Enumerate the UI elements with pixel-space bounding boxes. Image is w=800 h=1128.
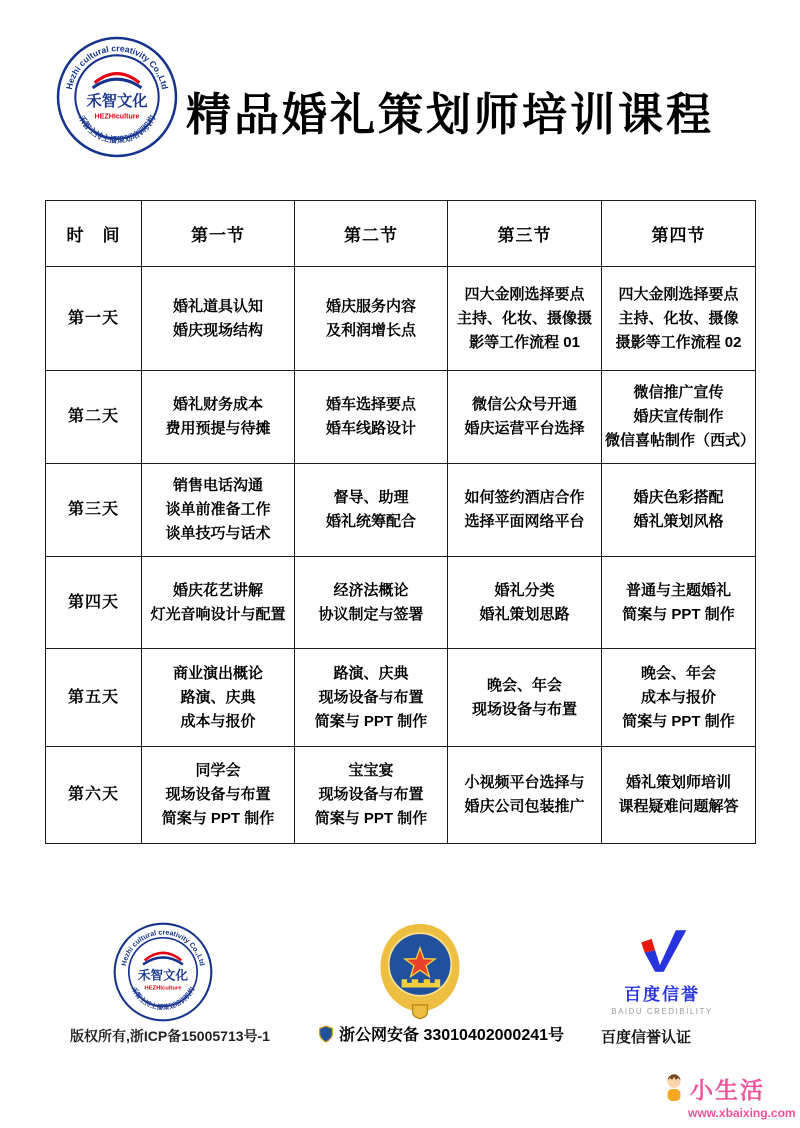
company-logo (56, 36, 178, 158)
col-header-section-4: 第四节 (602, 201, 756, 267)
table-cell: 婚车选择要点 婚车线路设计 (295, 371, 448, 464)
watermark (662, 1072, 797, 1120)
shield-icon (318, 1025, 334, 1043)
day-label: 第一天 (46, 267, 142, 371)
day-label: 第六天 (46, 747, 142, 844)
table-cell: 经济法概论 协议制定与签署 (295, 557, 448, 649)
course-table (45, 200, 756, 844)
baidu-logo-subtitle: BAIDU CREDIBILITY (611, 1007, 713, 1016)
icp-text: 版权所有,浙ICP备15005713号-1 (70, 1028, 270, 1044)
day-label: 第二天 (46, 371, 142, 464)
baidu-cert-text: 百度信誉认证 (601, 1029, 692, 1046)
table-cell: 婚礼财务成本 费用预提与待摊 (142, 371, 295, 464)
col-header-section-2: 第二节 (295, 201, 448, 267)
baidu-logo-title: 百度信誉 (624, 985, 700, 1004)
table-row (46, 464, 756, 557)
col-header-section-1: 第一节 (142, 201, 295, 267)
table-row (46, 557, 756, 649)
table-cell: 督导、助理 婚礼统筹配合 (295, 464, 448, 557)
table-row (46, 649, 756, 747)
table-cell: 晚会、年会 现场设备与布置 (448, 649, 602, 747)
table-cell: 婚礼分类 婚礼策划思路 (448, 557, 602, 649)
table-cell: 婚礼道具认知 婚庆现场结构 (142, 267, 295, 371)
table-cell: 晚会、年会 成本与报价 简案与 PPT 制作 (602, 649, 756, 747)
col-header-time: 时 间 (46, 201, 142, 267)
day-label: 第三天 (46, 464, 142, 557)
table-cell: 四大金刚选择要点 主持、化妆、摄像摄 影等工作流程 01 (448, 267, 602, 371)
table-cell: 婚庆花艺讲解 灯光音响设计与配置 (142, 557, 295, 649)
police-badge-icon (374, 920, 466, 1020)
table-cell: 商业演出概论 路演、庆典 成本与报价 (142, 649, 295, 747)
company-logo-footer (113, 922, 213, 1022)
police-record-text: 浙公网安备 33010402000241号 (339, 1027, 565, 1044)
table-cell: 如何签约酒店合作 选择平面网络平台 (448, 464, 602, 557)
table-header-row (46, 201, 756, 267)
table-cell: 宝宝宴 现场设备与布置 简案与 PPT 制作 (295, 747, 448, 844)
mascot-icon (662, 1073, 686, 1105)
day-label: 第四天 (46, 557, 142, 649)
table-cell: 小视频平台选择与 婚庆公司包装推广 (448, 747, 602, 844)
table-cell: 婚庆色彩搭配 婚礼策划风格 (602, 464, 756, 557)
day-label: 第五天 (46, 649, 142, 747)
table-cell: 普通与主题婚礼 简案与 PPT 制作 (602, 557, 756, 649)
table-cell: 同学会 现场设备与布置 简案与 PPT 制作 (142, 747, 295, 844)
table-cell: 微信推广宣传 婚庆宣传制作 微信喜帖制作（西式） (602, 371, 756, 464)
police-record-line (318, 1022, 564, 1045)
table-row (46, 371, 756, 464)
table-cell: 销售电话沟通 谈单前准备工作 谈单技巧与话术 (142, 464, 295, 557)
baidu-v-icon (636, 928, 688, 974)
col-header-section-3: 第三节 (448, 201, 602, 267)
table-cell: 婚礼策划师培训 课程疑难问题解答 (602, 747, 756, 844)
table-cell: 婚庆服务内容 及利润增长点 (295, 267, 448, 371)
table-cell: 微信公众号开通 婚庆运营平台选择 (448, 371, 602, 464)
table-row (46, 267, 756, 371)
watermark-url: www.xbaixing.com (688, 1106, 796, 1120)
page-title: 精品婚礼策划师培训课程 (186, 88, 715, 141)
table-row (46, 747, 756, 844)
table-cell: 路演、庆典 现场设备与布置 简案与 PPT 制作 (295, 649, 448, 747)
table-cell: 四大金刚选择要点 主持、化妆、摄像 摄影等工作流程 02 (602, 267, 756, 371)
watermark-name: 小生活 (690, 1077, 765, 1103)
baidu-credibility-logo (596, 928, 728, 1016)
